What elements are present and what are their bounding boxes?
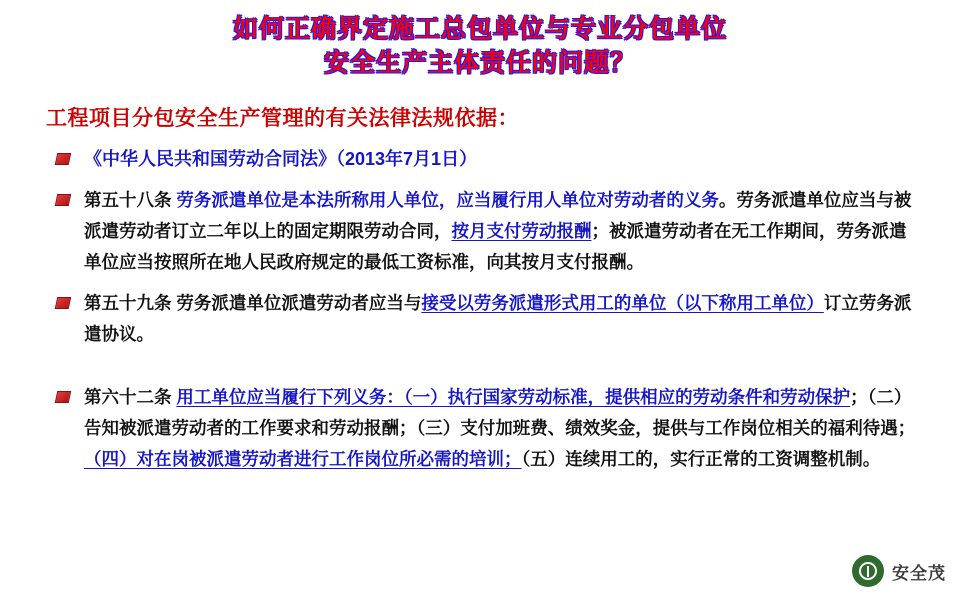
bullet-text-law-name [84, 144, 916, 175]
bullet-segment: 《中华人民共和国劳动合同法》（2013年7月1日） [84, 149, 478, 169]
bullet-segment: 按月支付劳动报酬 [451, 221, 592, 241]
bullet-segment: （四）对在岗被派遣劳动者进行工作岗位所必需的培训； [84, 449, 522, 469]
bullet-segment: 劳务派遣单位是本法所称用人单位，应当履行用人单位对劳动者的义务 [176, 190, 719, 210]
bullet-segment: ；被派遣劳动者在无工作期间，劳务派遣单位应当按照所在地人民政府规定的最低工资标准，向其按月支付报酬。 [84, 221, 907, 272]
bullet-marker-icon [55, 153, 72, 165]
bullet-marker-icon [55, 391, 72, 403]
watermark-label: 安全茂 [892, 563, 946, 583]
bullet-segment: 订立劳务派遣协议。 [84, 293, 912, 344]
bullet-text-article-59 [84, 288, 916, 350]
list-item [56, 185, 916, 278]
title-line-2: 安全生产主体责任的问题？ [323, 49, 636, 77]
bullet-segment: 。劳务派遣单位应当与被派遣劳动者订立二年以上的固定期限劳动合同， [84, 190, 912, 241]
bullet-segment: （五）连续用工的，实行正常的工资调整机制。 [521, 449, 881, 469]
watermark [852, 555, 946, 587]
bullet-segment: ；（二）告知被派遣劳动者的工作要求和劳动报酬；（三）支付加班费、绩效奖金，提供与工作岗位相关的福利待遇； [84, 387, 916, 438]
bullet-marker-icon [55, 194, 72, 206]
bullet-text-article-58 [84, 185, 916, 278]
bullet-segment: 接受以劳务派遣形式用工的单位（以下称用工单位） [421, 293, 824, 313]
section-subtitle: 工程项目分包安全生产管理的有关法律法规依据： [46, 107, 519, 130]
bullet-text-article-62 [84, 382, 916, 475]
bullet-list [56, 144, 916, 475]
slide-title [0, 0, 960, 80]
bullet-marker-icon [55, 297, 72, 309]
bullet-segment: 第五十九条 劳务派遣单位派遣劳动者应当与 [84, 293, 422, 313]
title-line-1: 如何正确界定施工总包单位与专业分包单位 [232, 15, 727, 43]
list-item [56, 382, 916, 475]
list-spacer [56, 360, 916, 382]
list-item [56, 288, 916, 350]
list-item [56, 144, 916, 175]
umbrella-badge-icon [852, 555, 884, 587]
bullet-segment: 第六十二条 [84, 387, 177, 407]
bullet-segment: 第五十八条 [84, 190, 177, 210]
bullet-segment: 用工单位应当履行下列义务：（一）执行国家劳动标准，提供相应的劳动条件和劳动保护 [176, 387, 851, 407]
